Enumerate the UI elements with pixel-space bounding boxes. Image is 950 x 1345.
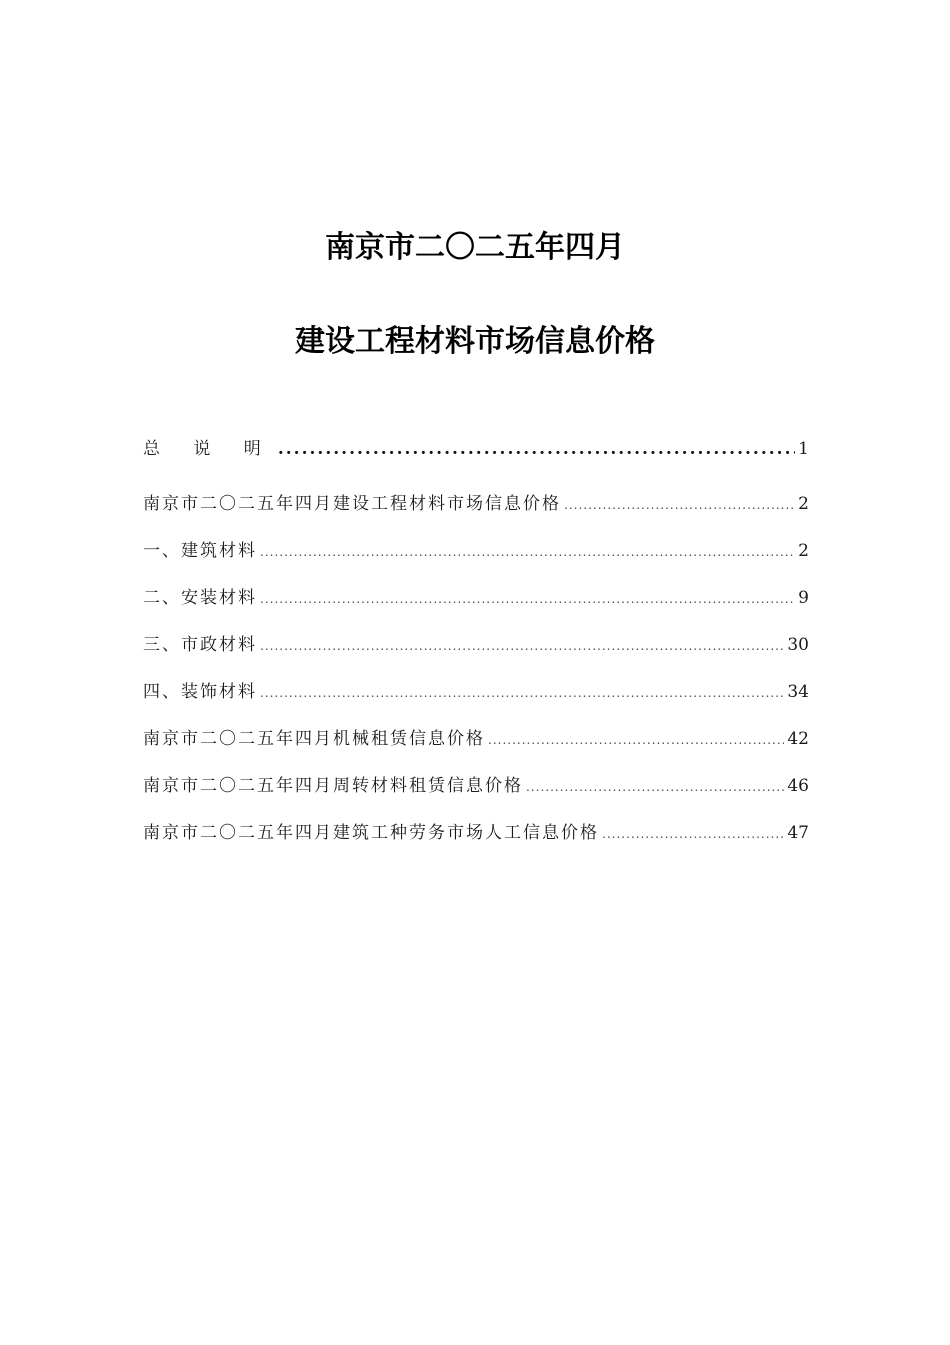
toc-entry-label: 南京市二〇二五年四月周转材料租赁信息价格 bbox=[143, 776, 523, 796]
toc-page-number: 9 bbox=[798, 588, 809, 608]
toc-leader-dots bbox=[260, 639, 784, 653]
toc-entry-label: 南京市二〇二五年四月建设工程材料市场信息价格 bbox=[143, 494, 561, 514]
toc-leader-dots bbox=[526, 780, 784, 794]
toc-entry-decoration-materials[interactable] bbox=[143, 677, 809, 705]
toc-entry-label: 南京市二〇二五年四月机械租赁信息价格 bbox=[143, 729, 485, 749]
toc-entry-machinery-rental[interactable] bbox=[143, 724, 809, 752]
title-line-2: 建设工程材料市场信息价格 bbox=[295, 324, 655, 359]
toc-page-number: 46 bbox=[787, 776, 809, 796]
title-line-1: 南京市二〇二五年四月 bbox=[325, 230, 625, 265]
toc-leader-dots bbox=[602, 827, 784, 841]
toc-leader-dots bbox=[278, 439, 795, 459]
toc-entry-label: 总 说 明 bbox=[143, 439, 275, 459]
toc-page-number: 47 bbox=[787, 823, 809, 843]
toc-entry-general[interactable] bbox=[143, 434, 809, 462]
toc-entry-building-materials[interactable] bbox=[143, 536, 809, 564]
toc-page-number: 42 bbox=[787, 729, 809, 749]
toc-entry-label: 三、市政材料 bbox=[143, 635, 257, 655]
toc-entry-installation-materials[interactable] bbox=[143, 583, 809, 611]
toc-entry-labor-prices[interactable] bbox=[143, 818, 809, 846]
toc-entry-label: 二、安装材料 bbox=[143, 588, 257, 608]
toc-page-number: 34 bbox=[787, 682, 809, 702]
toc-leader-dots bbox=[488, 733, 784, 747]
toc-page-number: 1 bbox=[798, 439, 809, 459]
toc-leader-dots bbox=[564, 498, 795, 512]
toc-entry-material-prices[interactable] bbox=[143, 489, 809, 517]
toc-leader-dots bbox=[260, 592, 795, 606]
toc-page-number: 2 bbox=[798, 541, 809, 561]
toc-entry-municipal-materials[interactable] bbox=[143, 630, 809, 658]
toc-page-number: 30 bbox=[787, 635, 809, 655]
toc-leader-dots bbox=[260, 545, 795, 559]
toc-entry-label: 南京市二〇二五年四月建筑工种劳务市场人工信息价格 bbox=[143, 823, 599, 843]
toc-entry-label: 四、装饰材料 bbox=[143, 682, 257, 702]
toc-entry-label: 一、建筑材料 bbox=[143, 541, 257, 561]
toc-leader-dots bbox=[260, 686, 784, 700]
toc-page-number: 2 bbox=[798, 494, 809, 514]
toc-entry-turnover-materials-rental[interactable] bbox=[143, 771, 809, 799]
